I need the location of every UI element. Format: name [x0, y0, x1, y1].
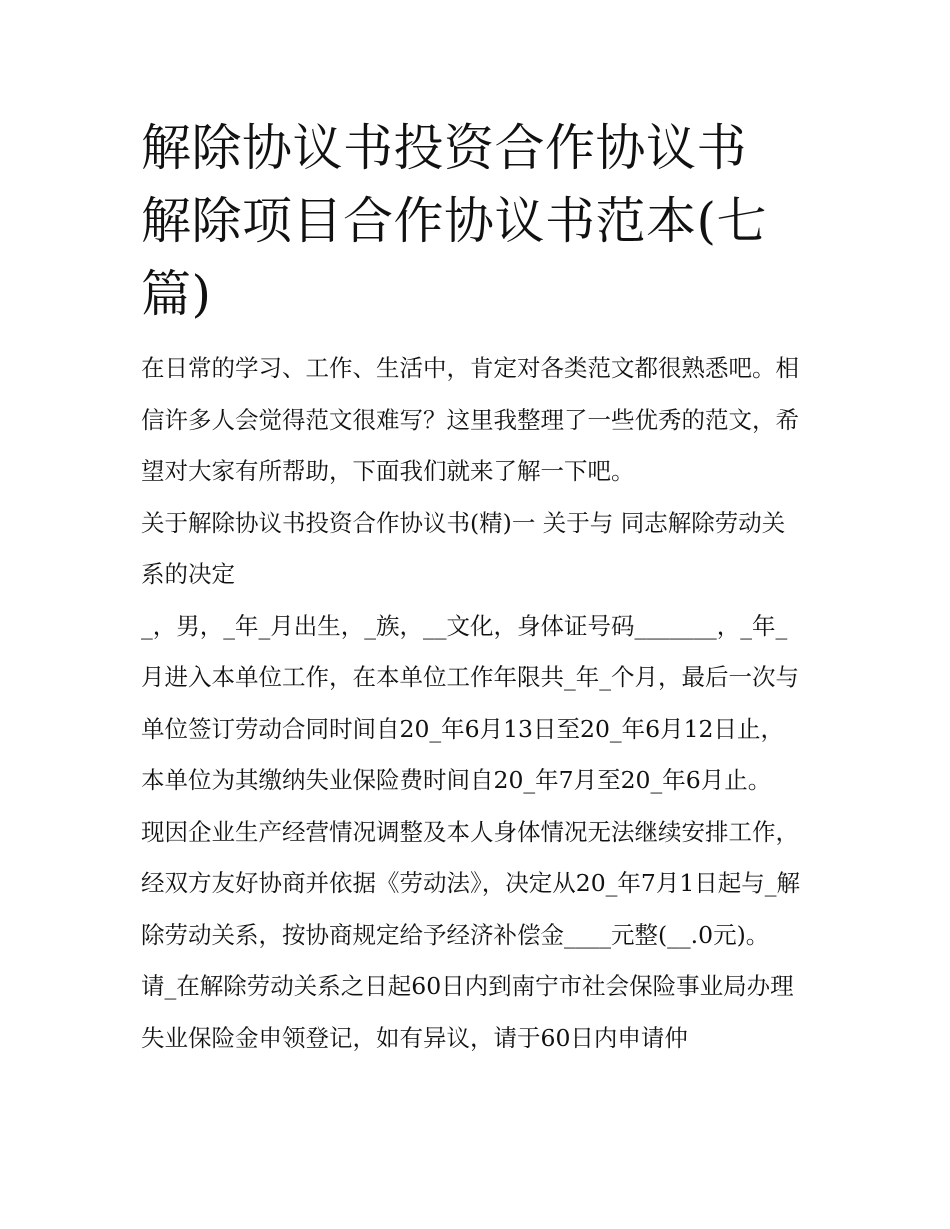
paragraph-employee-info: _，男，_年_月出生，_族，__文化，身体证号码_______，_年_月进入本单位工作，在本单位工作年限共_年_个月，最后一次与单位签订劳动合同时间自20_年6月13日至20_年6月12日止，本单位为其缴纳失业保险费时间自20_年7月至20_年6月止。 — [141, 611, 799, 794]
document-page — [141, 112, 806, 1064]
document-title: 解除协议书投资合作协议书 解除项目合作协议书范本(七篇) — [141, 119, 768, 323]
paragraph-intro: 在日常的学习、工作、生活中，肯定对各类范文都很熟悉吧。相信许多人会觉得范文很难写？这里我整理了一些优秀的范文，希望对大家有所帮助，下面我们就来了解一下吧。 — [141, 354, 799, 485]
paragraph-unemployment-registration: 请_在解除劳动关系之日起60日内到南宁市社会保险事业局办理失业保险金申领登记，如有异议，请于60日内申请仲 — [141, 972, 794, 1052]
paragraph-section-heading: 关于解除协议书投资合作协议书(精)一 关于与 同志解除劳动关系的决定 — [141, 508, 786, 588]
paragraph-termination-decision: 现因企业生产经营情况调整及本人身体情况无法继续安排工作，经双方友好协商并依据《劳动法》，决定从20_年7月1日起与_解除劳动关系，按协商规定给予经济补偿金____元整(__.0元)。 — [141, 817, 801, 949]
